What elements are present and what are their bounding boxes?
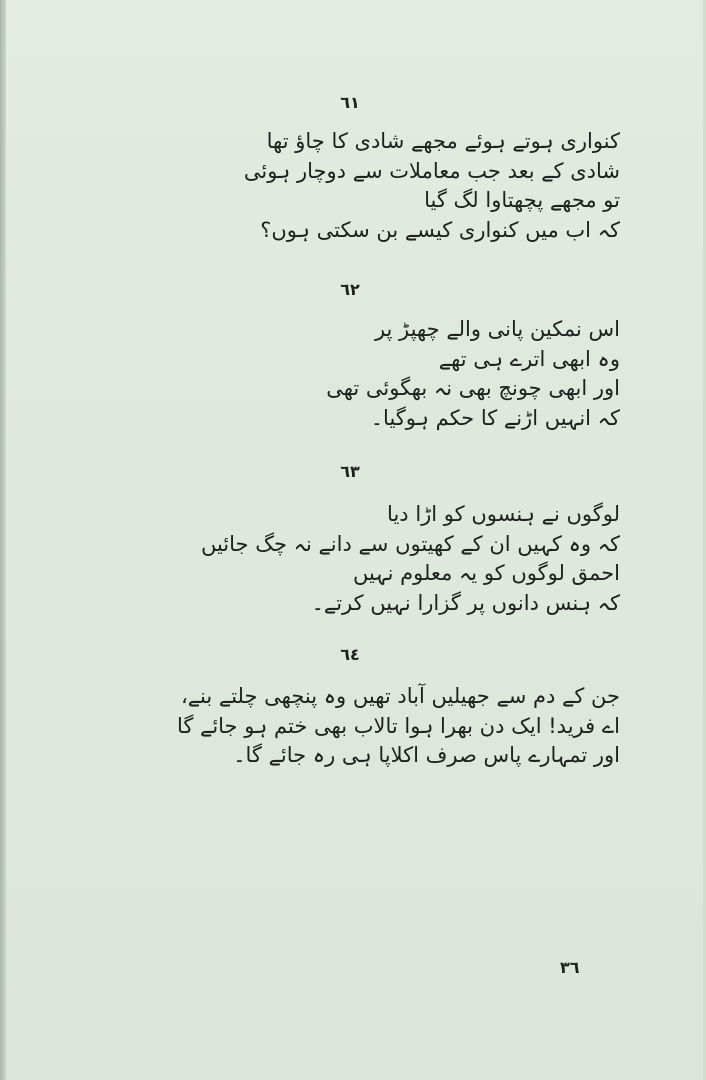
poem-line: اور تمہارے پاس صرف اکلاپا ہی رہ جائے گا۔ bbox=[233, 743, 620, 767]
poem-line: کنواری ہوتے ہوئے مجھے شادی کا چاؤ تھا bbox=[266, 129, 620, 153]
poem-line: جن کے دم سے جھیلیں آباد تھیں وہ پنچھی چلتے بنے، bbox=[180, 684, 620, 708]
poem-block bbox=[80, 500, 620, 618]
poem-line: کہ انہیں اڑنے کا حکم ہوگیا۔ bbox=[370, 405, 620, 430]
poem-block bbox=[80, 682, 620, 771]
poem-line: تو مجھے پچھتاوا لگ گیا bbox=[424, 188, 620, 212]
poem-line: احمق لوگوں کو یہ معلوم نہیں bbox=[352, 561, 620, 585]
page-number: ٣٦ bbox=[560, 958, 580, 977]
poem-line: وہ ابھی اترے ہی تھے bbox=[438, 346, 620, 371]
poem-line: کہ وہ کہیں ان کے کھیتوں سے دانے نہ چگ جائیں bbox=[200, 531, 620, 556]
poem-line: کہ ہنس دانوں پر گزارا نہیں کرتے۔ bbox=[311, 590, 620, 615]
poem-line: لوگوں نے ہنسوں کو اڑا دیا bbox=[387, 502, 620, 526]
poem-line: اے فرید! ایک دن بھرا ہوا تالاب بھی ختم ہو جائے گا bbox=[176, 713, 620, 738]
page-binding-edge bbox=[0, 0, 6, 1080]
poem-line: اور ابھی چونچ بھی نہ بھگوئی تھی bbox=[326, 376, 620, 400]
poem-number: ٦٢ bbox=[340, 280, 360, 299]
poem-number: ٦١ bbox=[340, 93, 360, 112]
poem-line: اس نمکین پانی والے چھپڑ پر bbox=[374, 317, 620, 341]
poem-line: شادی کے بعد جب معاملات سے دوچار ہوئی bbox=[243, 158, 620, 183]
poem-number: ٦٤ bbox=[340, 645, 360, 664]
poem-number: ٦٣ bbox=[340, 462, 360, 481]
poem-block bbox=[80, 315, 620, 433]
poem-line: کہ اب میں کنواری کیسے بن سکتی ہوں؟ bbox=[260, 217, 620, 242]
poem-block bbox=[80, 127, 620, 245]
